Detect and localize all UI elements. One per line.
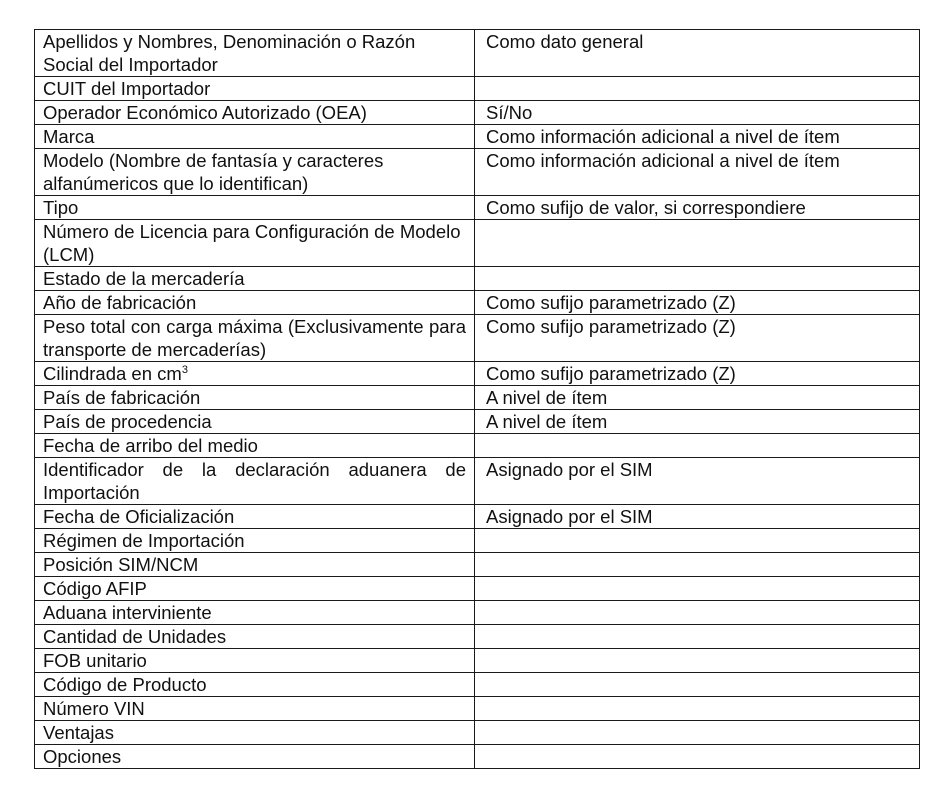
field-value: Como sufijo de valor, si correspondiere (475, 196, 920, 220)
field-value (475, 625, 920, 649)
field-value: Como dato general (475, 30, 920, 77)
field-label: País de fabricación (35, 386, 475, 410)
field-label-with-superscript (35, 362, 475, 386)
field-label: País de procedencia (35, 410, 475, 434)
field-label: Número VIN (35, 697, 475, 721)
table-row (35, 505, 920, 529)
field-value (475, 745, 920, 769)
field-value: Asignado por el SIM (475, 458, 920, 505)
field-value: A nivel de ítem (475, 386, 920, 410)
table-row (35, 196, 920, 220)
field-label: Posición SIM/NCM (35, 553, 475, 577)
table-row (35, 30, 920, 77)
field-label: Fecha de Oficialización (35, 505, 475, 529)
field-label: Código de Producto (35, 673, 475, 697)
field-label: Marca (35, 125, 475, 149)
data-fields-table (34, 29, 920, 769)
field-label: Cilindrada en cm (43, 363, 182, 384)
field-value (475, 721, 920, 745)
field-label: Año de fabricación (35, 291, 475, 315)
table-row (35, 553, 920, 577)
table-row (35, 362, 920, 386)
field-value: A nivel de ítem (475, 410, 920, 434)
field-value (475, 529, 920, 553)
field-value (475, 220, 920, 267)
table-row (35, 410, 920, 434)
table-row (35, 529, 920, 553)
field-label: Régimen de Importación (35, 529, 475, 553)
field-value (475, 577, 920, 601)
field-value: Asignado por el SIM (475, 505, 920, 529)
field-label: Cantidad de Unidades (35, 625, 475, 649)
table-row (35, 721, 920, 745)
field-label: Número de Licencia para Configuración de Modelo (LCM) (35, 220, 475, 267)
field-value (475, 673, 920, 697)
field-label: FOB unitario (35, 649, 475, 673)
field-label: Fecha de arribo del medio (35, 434, 475, 458)
field-value (475, 434, 920, 458)
superscript: 3 (181, 364, 188, 376)
table-row (35, 577, 920, 601)
field-value (475, 697, 920, 721)
field-label: Identificador de la declaración aduanera de Importación (35, 458, 475, 505)
table-row (35, 125, 920, 149)
table-row (35, 458, 920, 505)
field-value: Sí/No (475, 101, 920, 125)
field-label: Opciones (35, 745, 475, 769)
field-value (475, 649, 920, 673)
field-label: Operador Económico Autorizado (OEA) (35, 101, 475, 125)
table-row (35, 745, 920, 769)
field-label: Tipo (35, 196, 475, 220)
field-label: Peso total con carga máxima (Exclusivamente para transporte de mercaderías) (35, 315, 475, 362)
field-label: Código AFIP (35, 577, 475, 601)
table-row (35, 291, 920, 315)
field-value (475, 553, 920, 577)
field-label: Apellidos y Nombres, Denominación o Razón Social del Importador (35, 30, 475, 77)
table-row (35, 267, 920, 291)
table-row (35, 625, 920, 649)
table-row (35, 697, 920, 721)
table-row (35, 149, 920, 196)
field-label: Ventajas (35, 721, 475, 745)
field-value (475, 601, 920, 625)
field-label: Modelo (Nombre de fantasía y caracteres alfanúmericos que lo identifican) (35, 149, 475, 196)
table-row (35, 673, 920, 697)
field-value: Como sufijo parametrizado (Z) (475, 291, 920, 315)
field-value: Como sufijo parametrizado (Z) (475, 315, 920, 362)
field-value: Como sufijo parametrizado (Z) (475, 362, 920, 386)
table-row (35, 386, 920, 410)
field-label: Estado de la mercadería (35, 267, 475, 291)
field-label: Aduana interviniente (35, 601, 475, 625)
field-value: Como información adicional a nivel de ítem (475, 125, 920, 149)
table-row (35, 649, 920, 673)
field-label: CUIT del Importador (35, 77, 475, 101)
field-value: Como información adicional a nivel de ítem (475, 149, 920, 196)
table-row (35, 77, 920, 101)
table-row (35, 220, 920, 267)
table-row (35, 315, 920, 362)
table-row (35, 101, 920, 125)
field-value (475, 267, 920, 291)
table-row (35, 601, 920, 625)
field-value (475, 77, 920, 101)
table-row (35, 434, 920, 458)
